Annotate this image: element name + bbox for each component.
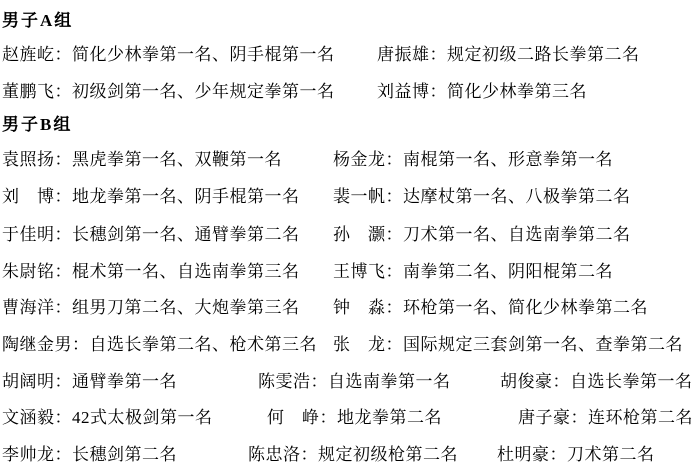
result-entry: 裴一帆：达摩杖第一名、八极拳第二名 xyxy=(333,187,631,206)
result-entry: 李帅龙：长穗剑第二名 xyxy=(2,445,177,464)
result-entry: 陈忠洛：规定初级枪第二名 xyxy=(248,445,458,464)
result-entry: 钟 淼：环枪第一名、简化少林拳第二名 xyxy=(333,298,648,317)
result-entry: 刘 博：地龙拳第一名、阴手棍第一名 xyxy=(2,187,300,206)
result-entry: 刘益博：简化少林拳第三名 xyxy=(377,82,587,101)
result-row xyxy=(0,40,700,62)
result-entry: 胡阔明：通臂拳第一名 xyxy=(2,372,177,391)
result-row xyxy=(0,77,700,99)
result-entry: 文涵毅：42式太极剑第一名 xyxy=(2,408,213,427)
result-entry: 胡俊豪：自选长拳第一名 xyxy=(500,372,693,391)
result-row xyxy=(0,145,700,167)
result-row xyxy=(0,403,700,425)
result-entry: 于佳明：长穗剑第一名、通臂拳第二名 xyxy=(2,225,300,244)
result-entry: 董鹏飞：初级剑第一名、少年规定拳第一名 xyxy=(2,82,335,101)
result-row xyxy=(0,440,700,462)
result-row xyxy=(0,293,700,315)
result-entry: 陶继金男：自选长拳第二名、枪术第三名 xyxy=(2,335,317,354)
result-entry: 杨金龙：南棍第一名、形意拳第一名 xyxy=(333,150,613,169)
group-a-heading-row xyxy=(0,6,700,28)
result-entry: 陈雯浩：自选南拳第一名 xyxy=(258,372,451,391)
result-entry: 曹海洋：组男刀第二名、大炮拳第三名 xyxy=(2,298,300,317)
result-entry: 杜明豪：刀术第二名 xyxy=(497,445,655,464)
result-entry: 孙 灏：刀术第一名、自选南拳第二名 xyxy=(333,225,631,244)
result-entry: 赵旌屹：简化少林拳第一名、阴手棍第一名 xyxy=(2,45,335,64)
result-row xyxy=(0,220,700,242)
group-b-heading: 男子B组 xyxy=(2,115,73,134)
result-row xyxy=(0,257,700,279)
result-entry: 唐振雄：规定初级二路长拳第二名 xyxy=(377,45,640,64)
result-row xyxy=(0,367,700,389)
result-entry: 唐子豪：连环枪第二名 xyxy=(518,408,693,427)
result-entry: 何 峥：地龙拳第二名 xyxy=(267,408,442,427)
result-entry: 张 龙：国际规定三套剑第一名、查拳第二名 xyxy=(333,335,683,354)
result-row xyxy=(0,182,700,204)
group-b-heading-row xyxy=(0,110,700,132)
result-row xyxy=(0,330,700,352)
result-entry: 袁照扬：黑虎拳第一名、双鞭第一名 xyxy=(2,150,282,169)
result-entry: 王博飞：南拳第二名、阴阳棍第二名 xyxy=(333,262,613,281)
result-entry: 朱尉铭：棍术第一名、自选南拳第三名 xyxy=(2,262,300,281)
group-a-heading: 男子A组 xyxy=(2,11,74,30)
